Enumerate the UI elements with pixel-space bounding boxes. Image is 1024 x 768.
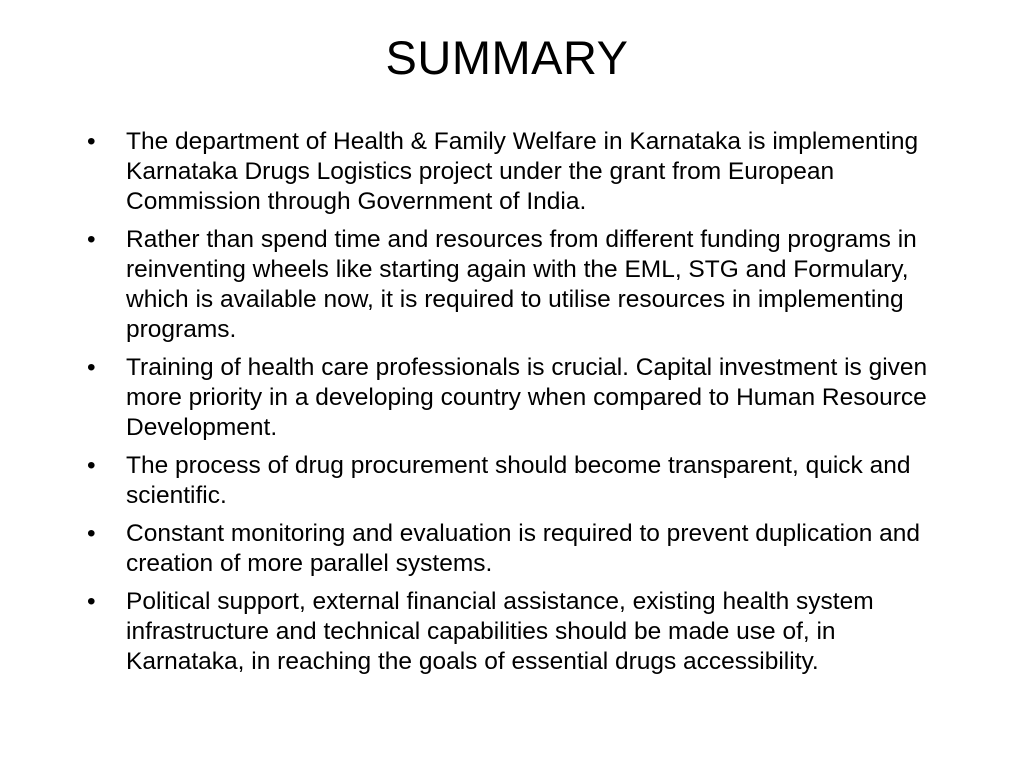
bullet-item xyxy=(87,587,947,677)
bullet-text: Political support, external financial assistance, existing health system infrastructure and technical capabilities should be made use of, in Karnataka, in reaching the goals of essential drugs accessibility. xyxy=(126,588,874,675)
bullet-item xyxy=(87,519,947,579)
bullet-text: Constant monitoring and evaluation is required to prevent duplication and creation of more parallel systems. xyxy=(126,520,921,577)
bullet-icon: • xyxy=(87,128,96,155)
bullet-icon: • xyxy=(87,588,96,615)
bullet-item xyxy=(87,127,947,217)
bullet-text: Rather than spend time and resources from different funding programs in reinventing wheels like starting again with the EML, STG and Formulary, which is available now, it is required to utilise resources in implementing programs. xyxy=(126,226,917,343)
bullet-text: Training of health care professionals is crucial. Capital investment is given more priority in a developing country when compared to Human Resource Development. xyxy=(126,354,928,441)
bullet-icon: • xyxy=(87,520,96,547)
bullet-text: The process of drug procurement should become transparent, quick and scientific. xyxy=(126,452,911,509)
bullet-item xyxy=(87,225,947,345)
bullet-item xyxy=(87,353,947,443)
bullet-item xyxy=(87,451,947,511)
slide-title: SUMMARY xyxy=(385,31,629,84)
bullet-icon: • xyxy=(87,226,96,253)
bullet-icon: • xyxy=(87,354,96,381)
bullet-text: The department of Health & Family Welfare in Karnataka is implementing Karnataka Drugs Logistics project under the grant from European Commission through Government of India. xyxy=(126,128,919,215)
bullet-icon: • xyxy=(87,452,96,479)
bullet-list xyxy=(87,127,947,685)
